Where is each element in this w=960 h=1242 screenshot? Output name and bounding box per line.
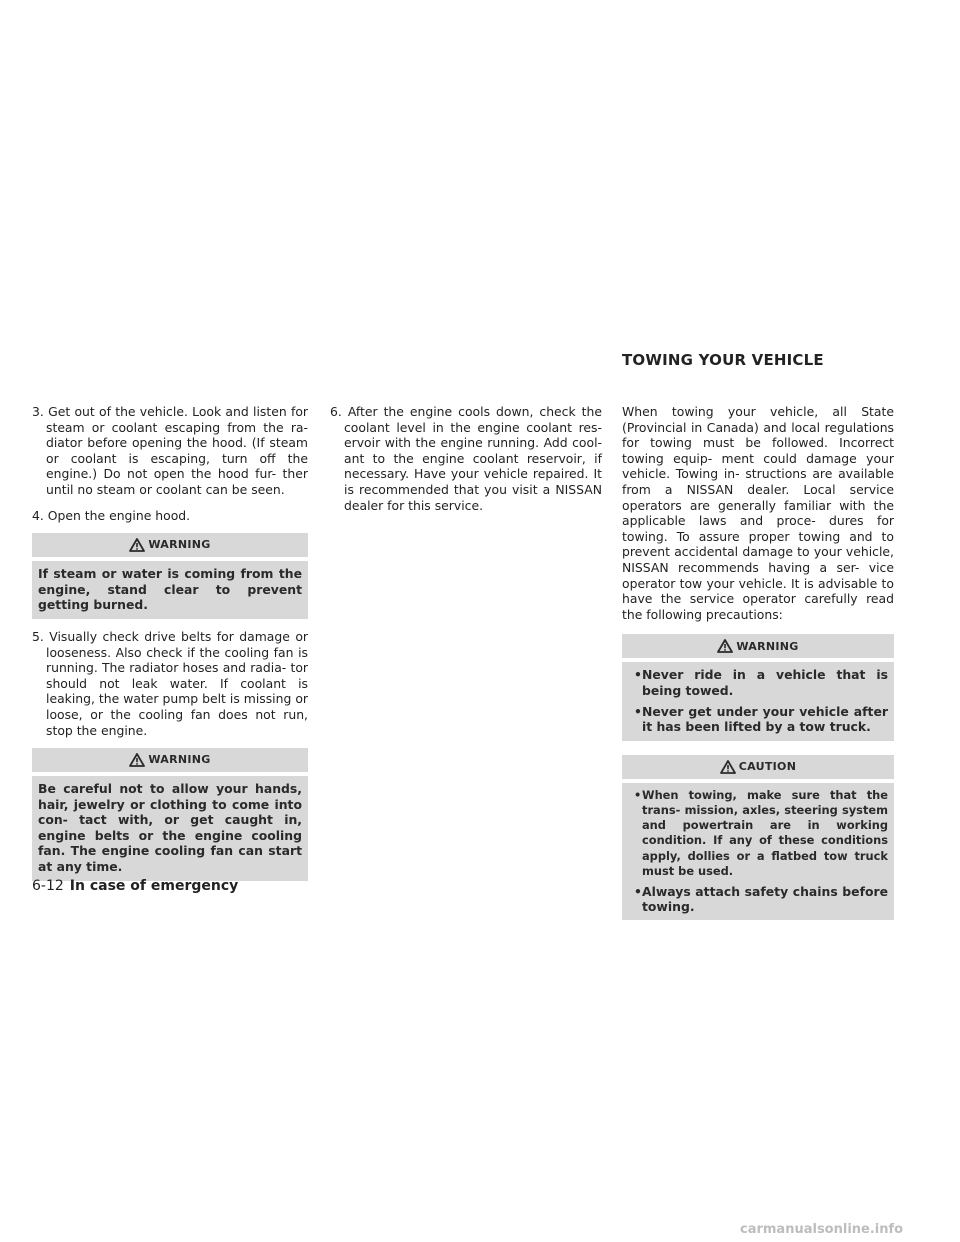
warning-triangle-icon xyxy=(129,538,145,552)
caution-body xyxy=(622,779,894,921)
column-2 xyxy=(330,404,602,523)
towing-warning-box xyxy=(622,634,894,740)
warning-triangle-icon xyxy=(720,760,736,774)
bullet-text: When towing, make sure that the trans- mission, axles, steering system and powertrain are in working condition. If any of these conditions apply, dollies or a flatbed tow truck must be used. xyxy=(642,787,888,878)
warning-box-2 xyxy=(32,748,308,881)
step-4: 4. Open the engine hood. xyxy=(32,507,191,523)
column-3 xyxy=(622,404,894,930)
caution-header xyxy=(622,755,894,779)
page-number: 6-12 xyxy=(32,878,64,894)
section-title: TOWING YOUR VEHICLE xyxy=(622,351,824,369)
bullet-dot: • xyxy=(634,667,642,683)
warning-header xyxy=(32,748,308,772)
chapter-title: In case of emergency xyxy=(69,878,239,894)
towing-caution-box xyxy=(622,755,894,921)
warning-label: WARNING xyxy=(148,753,211,767)
bullet-text: Never ride in a vehicle that is being towed. xyxy=(642,667,888,698)
bullet-dot: • xyxy=(634,883,642,899)
warning-text: Be careful not to allow your hands, hair, jewelry or clothing to come into con- tact with, or get caught in, engine belts or the engine cooling fan. The engine cooling fan can start at any time. xyxy=(32,772,308,881)
caution-bullet xyxy=(628,788,888,879)
towing-intro: When towing your vehicle, all State (Provincial in Canada) and local regulations for towing must be followed. Incorrect towing equip- ment could damage your vehicle. Towing in- structions are available from a NISSAN dealer. Local service operators are generally familiar with the applicable laws and proce- dures for towing. To assure proper towing and to prevent accidental damage to your vehicle, NISSAN recommends having a ser- vice operator tow your vehicle. It is advisable to have the service operator carefully read the following precautions: xyxy=(622,404,894,622)
warning-label: WARNING xyxy=(736,639,799,653)
caution-bullet xyxy=(628,884,888,914)
bullet-dot: • xyxy=(634,703,642,719)
warning-triangle-icon xyxy=(717,639,733,653)
watermark: carmanualsonline.info xyxy=(740,1222,904,1237)
warning-text: If steam or water is coming from the engine, stand clear to prevent getting burned. xyxy=(32,557,308,619)
caution-label: CAUTION xyxy=(738,759,797,773)
column-1 xyxy=(32,404,308,891)
bullet-dot: • xyxy=(634,787,642,802)
warning-header xyxy=(622,634,894,658)
bullet-text: Always attach safety chains before towing. xyxy=(642,883,888,915)
warning-box-1 xyxy=(32,533,308,619)
bullet-text: Never get under your vehicle after it has been lifted by a tow truck. xyxy=(642,703,888,735)
warning-label: WARNING xyxy=(148,538,211,552)
warning-bullet xyxy=(628,667,888,698)
page-footer xyxy=(32,878,238,894)
warning-body xyxy=(622,658,894,740)
warning-bullet xyxy=(628,704,888,735)
step-6: 6. After the engine cools down, check the coolant level in the engine coolant res- ervoir with the engine running. Add cool- ant to the engine coolant reservoir, if necessary. Have your vehicle repaired. It is recommended that you visit a NISSAN dealer for this service. xyxy=(330,404,602,513)
warning-triangle-icon xyxy=(129,753,145,767)
step-5: 5. Visually check drive belts for damage or looseness. Also check if the cooling fan is running. The radiator hoses and radia- tor should not leak water. If coolant is leaking, the water pump belt is missing or loose, or the cooling fan does not run, stop the engine. xyxy=(32,628,308,738)
warning-header xyxy=(32,533,308,557)
step-3: 3. Get out of the vehicle. Look and listen for steam or coolant escaping from the ra- diator before opening the hood. (If steam or coolant is escaping, turn off the engine.) Do not open the hood fur- ther until no steam or coolant can be seen. xyxy=(32,404,308,497)
